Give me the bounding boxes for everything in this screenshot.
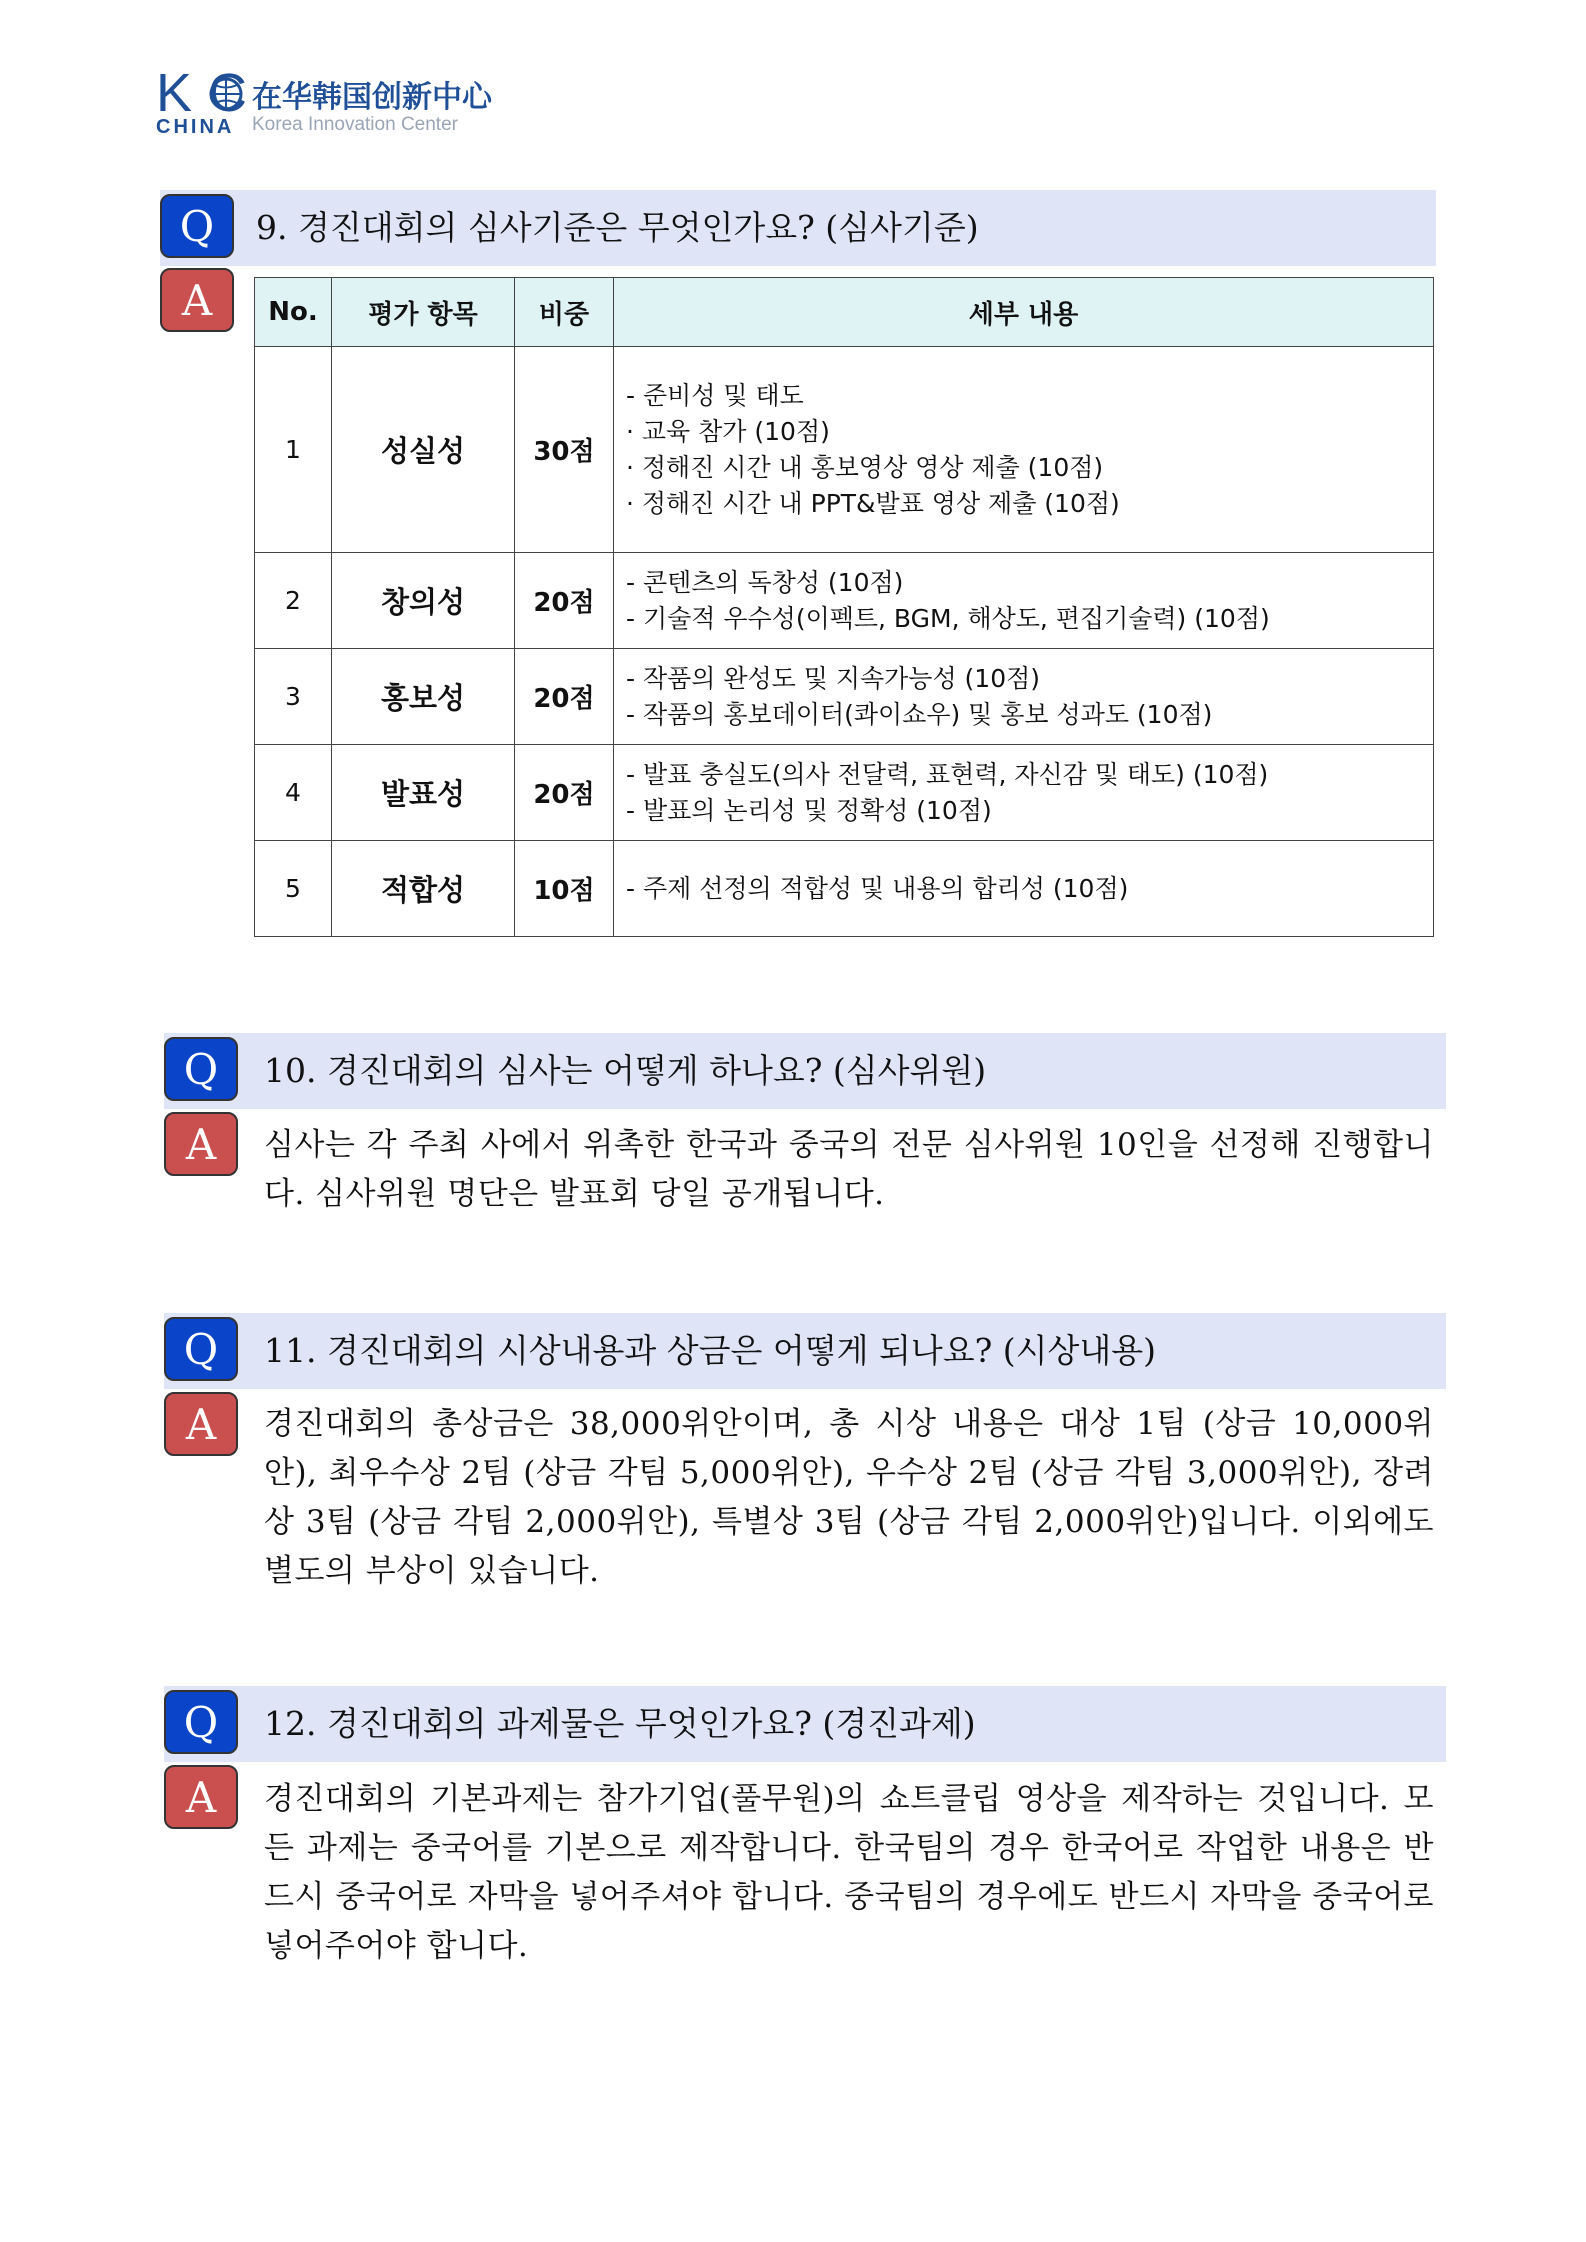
header-weight: 비중	[515, 278, 614, 347]
row-item: 발표성	[332, 745, 515, 841]
row-no: 4	[255, 745, 332, 841]
row-details	[614, 841, 1434, 937]
detail-line: - 작품의 완성도 및 지속가능성 (10점)	[626, 663, 1041, 693]
detail-line: - 발표 충실도(의사 전달력, 표현력, 자신감 및 태도) (10점)	[626, 759, 1269, 789]
question-11-bar	[164, 1313, 1446, 1389]
header-item: 평가 항목	[332, 278, 515, 347]
question-12-bar	[164, 1686, 1446, 1762]
answer-10-text: 심사는 각 주최 사에서 위촉한 한국과 중국의 전문 심사위원 10인을 선정해 진행합니다. 심사위원 명단은 발표회 당일 공개됩니다.	[264, 1127, 1434, 1212]
header-no: No.	[255, 278, 332, 347]
table-row	[255, 841, 1434, 937]
question-9-title: 9. 경진대회의 심사기준은 무엇인가요? (심사기준)	[256, 208, 979, 247]
table-row	[255, 553, 1434, 649]
question-10-title: 10. 경진대회의 심사는 어떻게 하나요? (심사위원)	[264, 1051, 987, 1090]
globe-icon	[208, 76, 244, 112]
detail-line: · 교육 참가 (10점)	[626, 416, 830, 446]
logo-chinese-name: 在华韩国创新中心	[252, 80, 492, 115]
row-weight: 20점	[515, 649, 614, 745]
question-11-title: 11. 경진대회의 시상내용과 상금은 어떻게 되나요? (시상내용)	[264, 1331, 1157, 1370]
detail-line: - 발표의 논리성 및 정확성 (10점)	[626, 795, 992, 825]
detail-line: - 주제 선정의 적합성 및 내용의 합리성 (10점)	[626, 873, 1129, 903]
detail-line: · 정해진 시간 내 PPT&발표 영상 제출 (10점)	[626, 488, 1120, 518]
a-badge: A	[164, 1392, 238, 1456]
a-badge: A	[164, 1112, 238, 1176]
table-row	[255, 745, 1434, 841]
row-no: 3	[255, 649, 332, 745]
row-weight: 10점	[515, 841, 614, 937]
row-details	[614, 649, 1434, 745]
row-item: 적합성	[332, 841, 515, 937]
row-weight: 20점	[515, 745, 614, 841]
detail-line: - 기술적 우수성(이펙트, BGM, 해상도, 편집기술력) (10점)	[626, 603, 1270, 633]
logo-china-text: CHINA	[156, 116, 235, 138]
q-badge: Q	[164, 1317, 238, 1381]
logo-kic-text: K C	[156, 63, 250, 123]
detail-line: - 작품의 홍보데이터(콰이쇼우) 및 홍보 성과도 (10점)	[626, 699, 1213, 729]
logo-english-name: Korea Innovation Center	[252, 114, 458, 135]
row-details	[614, 347, 1434, 553]
detail-line: · 정해진 시간 내 홍보영상 영상 제출 (10점)	[626, 452, 1104, 482]
header-details: 세부 내용	[614, 278, 1434, 347]
question-9-bar	[160, 190, 1436, 266]
table-header-row	[255, 278, 1434, 347]
row-weight: 20점	[515, 553, 614, 649]
evaluation-criteria-table	[254, 277, 1434, 937]
q-badge: Q	[164, 1690, 238, 1754]
q-badge: Q	[164, 1037, 238, 1101]
row-item: 창의성	[332, 553, 515, 649]
detail-line: - 준비성 및 태도	[626, 380, 804, 410]
a-badge: A	[164, 1765, 238, 1829]
row-details	[614, 745, 1434, 841]
kic-logo	[156, 63, 516, 138]
row-no: 5	[255, 841, 332, 937]
table-row	[255, 649, 1434, 745]
row-no: 2	[255, 553, 332, 649]
answer-12-text: 경진대회의 기본과제는 참가기업(풀무원)의 쇼트클립 영상을 제작하는 것입니다. 모든 과제는 중국어를 기본으로 제작합니다. 한국팀의 경우 한국어로 작업한 내용은 반드시 중국어로 자막을 넣어주셔야 합니다. 중국팀의 경우에도 반드시 자막을 중국어로 넣어주어야 합니다.	[264, 1781, 1434, 1964]
row-item: 성실성	[332, 347, 515, 553]
a-badge: A	[160, 268, 234, 332]
answer-11-text: 경진대회의 총상금은 38,000위안이며, 총 시상 내용은 대상 1팀 (상금 10,000위안), 최우수상 2팀 (상금 각팀 5,000위안), 우수상 2팀 (상금 각팀 3,000위안), 장려상 3팀 (상금 각팀 2,000위안), 특별상 3팀 (상금 각팀 2,000위안)입니다. 이외에도 별도의 부상이 있습니다.	[264, 1406, 1434, 1589]
detail-line: - 콘텐츠의 독창성 (10점)	[626, 567, 904, 597]
row-weight: 30점	[515, 347, 614, 553]
question-12-title: 12. 경진대회의 과제물은 무엇인가요? (경진과제)	[264, 1704, 976, 1743]
row-details	[614, 553, 1434, 649]
q-badge: Q	[160, 194, 234, 258]
row-no: 1	[255, 347, 332, 553]
question-10-bar	[164, 1033, 1446, 1109]
row-item: 홍보성	[332, 649, 515, 745]
table-row	[255, 347, 1434, 553]
